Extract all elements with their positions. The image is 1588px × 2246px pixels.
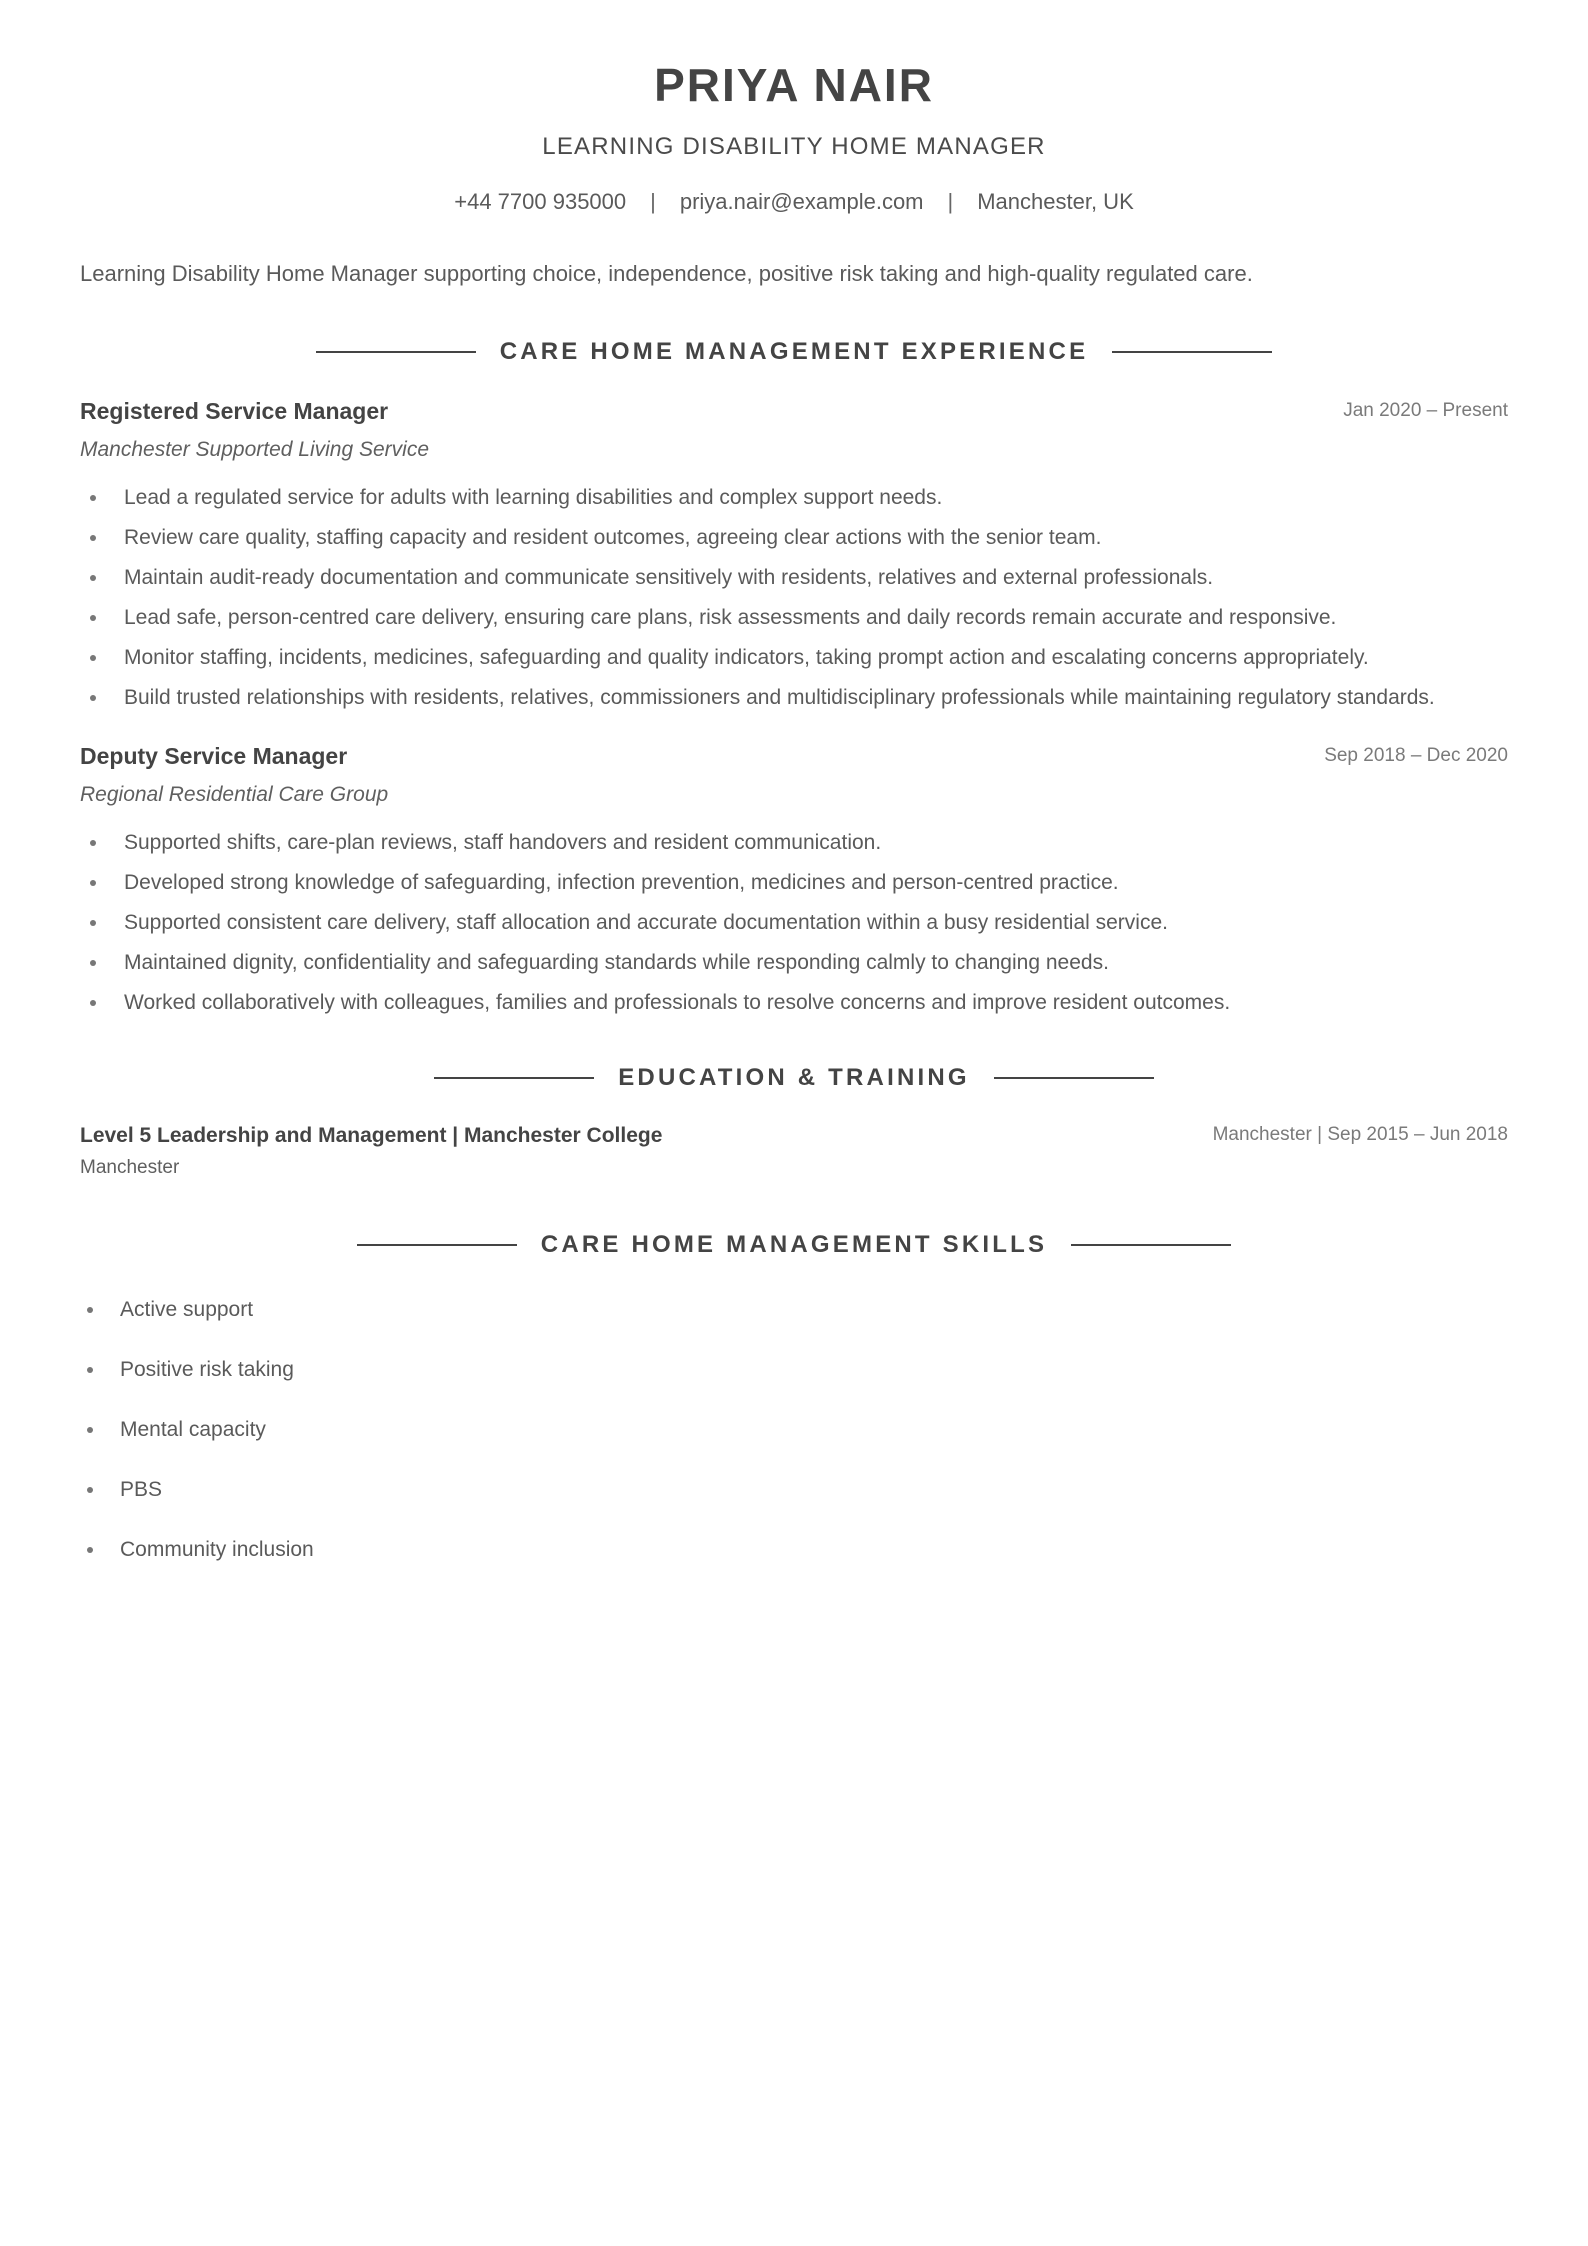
job-bullet-text: Worked collaboratively with colleagues, families and professionals to resolve concerns and improve resident outcomes.	[124, 991, 1231, 1014]
job-bullet-text: Supported shifts, care-plan reviews, staff handovers and resident communication.	[124, 831, 882, 854]
job-bullet-list	[80, 478, 1508, 718]
job-company: Regional Residential Care Group	[80, 783, 389, 806]
job-dates: Sep 2018 – Dec 2020	[1324, 745, 1508, 766]
job-company: Manchester Supported Living Service	[80, 438, 430, 461]
bullet-dot	[87, 1427, 93, 1433]
candidate-name: PRIYA NAIR	[654, 59, 934, 111]
skill-text: Active support	[120, 1298, 254, 1321]
job-bullet	[80, 518, 1508, 558]
skill-text: PBS	[120, 1478, 163, 1501]
heading-rule-right	[994, 1077, 1154, 1079]
skill-item	[80, 1357, 314, 1417]
skill-item	[80, 1297, 314, 1357]
bullet-dot	[87, 1307, 93, 1313]
bullet-dot	[90, 495, 96, 501]
skill-item	[80, 1417, 314, 1477]
job-bullet-text: Lead safe, person-centred care delivery, ensuring care plans, risk assessments and daily records remain accurate and responsive.	[124, 606, 1337, 629]
job-title-heading: LEARNING DISABILITY HOME MANAGER	[542, 133, 1046, 160]
bullet-dot	[90, 880, 96, 886]
bullet-dot	[90, 695, 96, 701]
skill-item	[80, 1477, 314, 1537]
phone-number: +44 7700 935000	[454, 189, 627, 214]
skills-section-heading	[0, 1231, 1588, 1259]
heading-rule-left	[316, 351, 476, 353]
heading-rule-left	[434, 1077, 594, 1079]
job-bullet-list	[80, 823, 1508, 1023]
heading-rule-left	[357, 1244, 517, 1246]
job-title: Registered Service Manager	[80, 398, 389, 424]
professional-summary: Learning Disability Home Manager supporting choice, independence, positive risk taking and high-quality regulated care.	[80, 261, 1253, 286]
job-bullet	[80, 943, 1508, 983]
bullet-dot	[87, 1367, 93, 1373]
job-title: Deputy Service Manager	[80, 743, 348, 769]
skill-item	[80, 1537, 314, 1597]
job-bullet-text: Developed strong knowledge of safeguarding, infection prevention, medicines and person-centred practice.	[124, 871, 1119, 894]
skill-text: Mental capacity	[120, 1418, 266, 1441]
skills-list	[80, 1297, 314, 1597]
job-bullet	[80, 903, 1508, 943]
job-bullet-text: Maintained dignity, confidentiality and safeguarding standards while responding calmly to changing needs.	[124, 951, 1109, 974]
job-bullet	[80, 863, 1508, 903]
bullet-dot	[87, 1547, 93, 1553]
education-heading-text: EDUCATION & TRAINING	[618, 1064, 970, 1091]
job-dates: Jan 2020 – Present	[1343, 400, 1508, 421]
job-bullet	[80, 598, 1508, 638]
contact-separator: |	[650, 189, 656, 214]
bullet-dot	[87, 1487, 93, 1493]
job-entry	[80, 743, 1508, 1023]
job-bullet	[80, 678, 1508, 718]
location: Manchester, UK	[977, 189, 1134, 214]
bullet-dot	[90, 575, 96, 581]
job-bullet-text: Supported consistent care delivery, staff allocation and accurate documentation within a busy residential service.	[124, 911, 1168, 934]
job-entry	[80, 398, 1508, 718]
contact-separator: |	[947, 189, 954, 214]
job-header	[80, 398, 1508, 428]
job-bullet	[80, 478, 1508, 518]
heading-rule-right	[1112, 351, 1272, 353]
contact-info	[0, 189, 1588, 215]
job-header	[80, 743, 1508, 773]
heading-rule-right	[1071, 1244, 1231, 1246]
bullet-dot	[90, 1000, 96, 1006]
job-bullet	[80, 983, 1508, 1023]
bullet-dot	[90, 920, 96, 926]
job-bullet-text: Lead a regulated service for adults with learning disabilities and complex support needs.	[124, 486, 943, 509]
bullet-dot	[90, 535, 96, 541]
education-degree: Level 5 Leadership and Management | Manchester College	[80, 1124, 663, 1147]
job-bullet-text: Monitor staffing, incidents, medicines, safeguarding and quality indicators, taking prompt action and escalating concerns appropriately.	[124, 646, 1369, 669]
skill-text: Positive risk taking	[120, 1358, 294, 1381]
bullet-dot	[90, 840, 96, 846]
experience-heading-text: CARE HOME MANAGEMENT EXPERIENCE	[499, 338, 1089, 365]
experience-section-heading	[0, 338, 1588, 366]
skills-heading-text: CARE HOME MANAGEMENT SKILLS	[540, 1231, 1048, 1258]
job-bullet-text: Build trusted relationships with residents, relatives, commissioners and multidisciplinary professionals while maintaining regulatory standards.	[124, 686, 1435, 709]
job-bullet	[80, 558, 1508, 598]
skill-text: Community inclusion	[120, 1538, 314, 1561]
job-bullet	[80, 638, 1508, 678]
bullet-dot	[90, 655, 96, 661]
education-location: Manchester	[80, 1157, 180, 1178]
job-bullet-text: Review care quality, staffing capacity and resident outcomes, agreeing clear actions with the senior team.	[124, 526, 1102, 549]
email-address: priya.nair@example.com	[679, 189, 924, 214]
education-meta: Manchester | Sep 2015 – Jun 2018	[1212, 1124, 1508, 1145]
job-bullet	[80, 823, 1508, 863]
education-section-heading	[0, 1064, 1588, 1092]
job-bullet-text: Maintain audit-ready documentation and communicate sensitively with residents, relatives and external professionals.	[124, 566, 1214, 589]
bullet-dot	[90, 960, 96, 966]
bullet-dot	[90, 615, 96, 621]
